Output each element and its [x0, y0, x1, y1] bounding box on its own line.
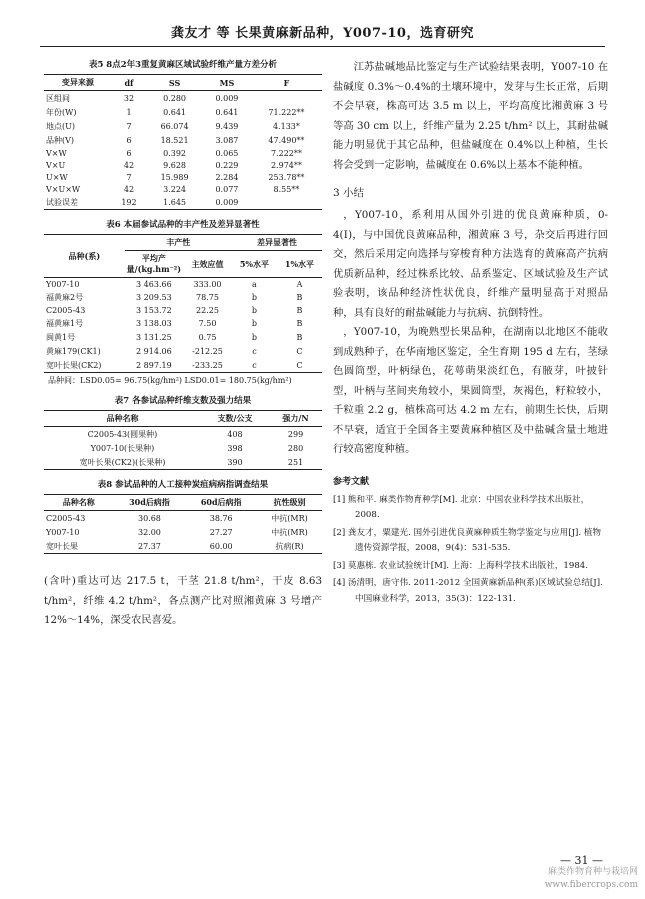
table6-cell: 宽叶长果(CK2) — [46, 360, 102, 370]
table6-cell: 闽黄1号 — [46, 332, 76, 342]
table-row — [44, 316, 322, 330]
reference-item: [3] 莫惠栋. 农业试验统计[M]. 上海：上海科学技术出版社，1984. — [333, 560, 589, 571]
table6-cell: B — [296, 305, 303, 315]
table5-cell: 0.009 — [215, 197, 239, 207]
section-heading-summary: 3 小结 — [333, 187, 365, 199]
table6-cell: 333.00 — [193, 279, 222, 289]
table8-cell: 38.76 — [209, 513, 233, 523]
table5-cell: 品种(V) — [46, 135, 75, 145]
t6-col-effect: 主效应值 — [183, 251, 232, 278]
table8-cell: 27.37 — [137, 541, 161, 551]
table5-cell: 7.222** — [270, 148, 302, 158]
table7-caption: 表7 各参试品种纤维支数及强力结果 — [114, 396, 252, 406]
table5-cell: 6 — [126, 148, 132, 158]
table5-cell: 年份(W) — [46, 107, 77, 117]
table8-header-cell: 30d后病指 — [114, 495, 186, 511]
table7-cell: 宽叶长果(CK2)(长果种) — [79, 457, 166, 467]
table7-cell: C2005-43(圆果种) — [87, 429, 158, 439]
table-row — [44, 358, 322, 373]
table6-cell: 2 897.19 — [136, 360, 172, 370]
table6-cell: b — [251, 305, 257, 315]
table6-note: 品种间：LSD0.05= 96.75(kg/hm²) LSD0.01= 180.75(kg/hm²) — [48, 376, 292, 385]
reference-item: [2] 龚友才，粟建光. 国外引进优良黄麻种质生物学鉴定与应用[J]. 植物遗传资源学报，2008，9(4)：531-535. — [333, 527, 602, 553]
table5-cell: 47.490** — [268, 135, 305, 145]
table5-cell: 42 — [123, 184, 135, 194]
table6-cell: A — [296, 279, 303, 289]
body-para-summary-2: ，Y007-10，为晚熟型长果品种，在湖南以北地区不能收到成熟种子，在华南地区鉴定，全生育期 195 d 左右，茎绿色圆筒型，叶柄绿色，花萼萌果淡红色，有腋芽，叶披针型，叶柄与茎间夹角较小，果圆筒型，灰褐色，籽粒较小，千粒重 2.2 g，植株高可达 4.2 m 左右，前期生长快，后期不早衰，适宜于全国各主要黄麻种植区及中盐碱含量土地进行较高密度种植。 — [333, 326, 608, 455]
table6-cell: -233.25 — [192, 360, 223, 370]
table-row — [44, 105, 322, 119]
t6-group-sig: 差异显著性 — [232, 235, 322, 251]
t6-col-5: 5%水平 — [232, 251, 277, 278]
table5-cell: 1.645 — [163, 197, 187, 207]
table-row — [44, 119, 322, 133]
table5-cell: 6 — [126, 135, 132, 145]
table6-cell: c — [252, 360, 257, 370]
left-column — [44, 58, 322, 631]
table5-cell: 192 — [121, 197, 137, 207]
table5-cell — [251, 195, 322, 210]
table5-cell: 0.065 — [215, 148, 239, 158]
table5-cell: 0.641 — [163, 107, 187, 117]
table-row — [44, 290, 322, 304]
table7-cell: 251 — [287, 457, 304, 467]
table-row — [44, 330, 322, 344]
table6-cell: b — [251, 318, 257, 328]
table5-cell: 0.229 — [215, 160, 239, 170]
table5-cell: 区组间 — [46, 93, 70, 103]
table7-cell: 299 — [287, 429, 304, 439]
table7-cell: 408 — [227, 429, 243, 439]
reference-item: [4] 汤清明，唐守伟. 2011-2012 全国黄麻新品种(系)区域试验总结[J]. 中国麻业科学，2013，35(3)：122-131. — [333, 578, 603, 604]
table5-cell: U×W — [46, 172, 68, 182]
table8-header-cell: 抗性级别 — [257, 495, 322, 511]
table6-cell: 2 914.06 — [136, 346, 172, 356]
table-row — [44, 455, 322, 470]
table5-cell: 42 — [123, 160, 135, 170]
table6-cell: B — [296, 332, 303, 342]
table6-cell: 22.25 — [196, 305, 219, 315]
table6-cell: 0.75 — [198, 332, 217, 342]
table5-cell: V×U×W — [46, 184, 81, 194]
table6-cell: B — [296, 292, 303, 302]
table-row — [44, 525, 322, 539]
table7 — [44, 410, 322, 470]
table5-header-cell: df — [112, 75, 146, 91]
table6-cell: 3 138.03 — [136, 318, 172, 328]
table6-cell: 3 153.72 — [136, 305, 172, 315]
table5-cell: 0.009 — [215, 93, 239, 103]
table6-cell: a — [252, 279, 257, 289]
table6-cell: 黄麻179(CK1) — [46, 346, 101, 356]
table-row — [44, 133, 322, 147]
watermark — [498, 866, 638, 892]
table5-cell: 0.280 — [163, 93, 187, 103]
table-row — [44, 147, 322, 159]
table6-cell: 78.75 — [196, 292, 219, 302]
table6-cell: 福黄麻1号 — [46, 318, 84, 328]
table6-cell: -212.25 — [192, 346, 223, 356]
table6-cell: c — [252, 346, 257, 356]
references-list — [333, 493, 608, 608]
t6-col-1: 1%水平 — [277, 251, 322, 278]
table5-header-cell: 变异来源 — [44, 75, 112, 91]
table5-cell: 0.077 — [215, 184, 239, 194]
table8 — [44, 494, 322, 554]
table5-cell: 9.628 — [163, 160, 187, 170]
table5-cell: 8.55** — [273, 184, 300, 194]
header-rule — [40, 46, 605, 47]
table6-cell: Y007-10 — [46, 279, 80, 289]
t6-col-mean: 平均产量/(kg.hm⁻²) — [125, 251, 183, 278]
table6-caption: 表6 本届参试品种的丰产性及差异显著性 — [106, 220, 260, 230]
table5-cell — [251, 91, 322, 106]
table7-header-cell: 品种名称 — [44, 411, 201, 427]
table-row — [44, 195, 322, 210]
table5-cell: 0.392 — [163, 148, 187, 158]
table5-cell: 地点(U) — [46, 121, 75, 131]
table8-cell: C2005-43 — [46, 513, 86, 523]
references-heading: 参考文献 — [333, 476, 370, 487]
table7-cell: 398 — [227, 443, 243, 453]
table8-cell: 抗病(R) — [275, 541, 304, 551]
table5-cell: 71.222** — [268, 107, 305, 117]
table5 — [44, 74, 322, 210]
reference-item: [1] 熊和平. 麻类作物育种学[M]. 北京：中国农业科学技术出版社，2008. — [333, 494, 590, 520]
table6-cell: C — [296, 360, 303, 370]
table8-cell: 32.00 — [137, 527, 161, 537]
table-row — [44, 183, 322, 195]
table5-cell: 66.074 — [160, 121, 189, 131]
table5-header-cell: MS — [203, 75, 251, 91]
table-row — [44, 304, 322, 316]
table5-cell: 3.224 — [163, 184, 187, 194]
table5-cell: 2.284 — [215, 172, 239, 182]
table8-cell: 30.68 — [137, 513, 161, 523]
table6-cell: 7.50 — [198, 318, 217, 328]
table5-cell: 试验误差 — [46, 197, 78, 207]
table7-cell: 280 — [287, 443, 304, 453]
t6-group-yield: 丰产性 — [125, 235, 232, 251]
table5-cell: V×U — [46, 160, 66, 170]
table7-header-cell: 支数/公支 — [201, 411, 269, 427]
table5-cell: 15.989 — [160, 172, 189, 182]
table8-cell: 宽叶长果 — [46, 541, 78, 551]
table6-cell: 3 209.53 — [136, 292, 172, 302]
table8-cell: Y007-10 — [46, 527, 80, 537]
table-row — [44, 511, 322, 526]
table5-header-cell: SS — [146, 75, 203, 91]
watermark-line-2: www.fibercrops.com — [544, 880, 638, 890]
table6-cell: b — [251, 332, 257, 342]
table5-header-cell: F — [251, 75, 322, 91]
table6-cell: C2005-43 — [46, 305, 86, 315]
table5-cell: 2.974** — [270, 160, 302, 170]
table5-cell: 9.439 — [215, 121, 239, 131]
table5-cell: V×W — [46, 148, 67, 158]
table-row — [44, 344, 322, 358]
table8-cell: 中抗(MR) — [271, 527, 308, 537]
table5-cell: 0.641 — [215, 107, 239, 117]
table-row — [44, 91, 322, 106]
table7-header-cell: 强力/N — [269, 411, 322, 427]
table-row — [44, 171, 322, 183]
table5-cell: 253.78** — [268, 172, 305, 182]
body-para-summary-1: ，Y007-10，系利用从国外引进的优良黄麻种质，0-4(Ⅰ)，与中国优良黄麻品种，湘黄麻 3 号，杂交后再进行回交，然后采用定向选择与穿梭育种方法选育的黄麻高产抗病优质新品种，经过株系比较、品系鉴定、区域试验及生产试验表明，该品种经济性状优良，纤维产量明显高于对照品种，具有良好的耐盐碱能力与抗病、抗倒特性。 — [333, 209, 608, 319]
table5-cell: 3.087 — [215, 135, 239, 145]
table5-cell: 32 — [123, 93, 135, 103]
table8-cell: 60.00 — [209, 541, 233, 551]
watermark-line-1: 麻类作物育种与栽培网 — [547, 867, 638, 877]
table6-cell: 3 463.66 — [136, 279, 172, 289]
body-para-saline: 江苏盐碱地品比鉴定与生产试验结果表明，Y007-10 在盐碱度 0.3%～0.4%的土壤环境中，发芽与生长正常，后期不会早衰，株高可达 3.5 m 以上，平均高度比湘黄麻 3 号等高 30 cm 以上，纤维产量为 2.25 t/hm² 以上，其耐盐碱能力明显优于其它品种，但盐碱度在 0.4%以上种植，生长将会受到一定影响，盐碱度在 0.6%以上基本不能种植。 — [333, 61, 608, 171]
table8-cell: 中抗(MR) — [271, 513, 308, 523]
table8-header-cell: 60d后病指 — [185, 495, 257, 511]
table6-cell: 3 131.25 — [136, 332, 172, 342]
page-number: — 31 — — [560, 854, 603, 867]
table-row — [44, 427, 322, 442]
table8-cell: 27.27 — [209, 527, 233, 537]
table-row — [44, 159, 322, 171]
table6-cell: B — [296, 318, 303, 328]
left-body-text: (含叶)重达可达 217.5 t，干茎 21.8 t/hm²，干皮 8.63 t/hm²，纤维 4.2 t/hm²，各点测产比对照湘黄麻 3 号增产 12%～14%，深受农民喜爱。 — [44, 575, 322, 626]
table5-cell: 4.133* — [272, 121, 300, 131]
table-row — [44, 441, 322, 455]
table5-cell: 1 — [126, 107, 132, 117]
table6 — [44, 234, 322, 373]
table6-cell: b — [251, 292, 257, 302]
table6-cell: 福黄麻2号 — [46, 292, 84, 302]
table7-cell: 390 — [227, 457, 243, 467]
table8-header-cell: 品种名称 — [44, 495, 114, 511]
table-row — [44, 539, 322, 554]
table7-cell: Y007-10(长果种) — [90, 443, 155, 453]
table8-caption: 表8 参试品种的人工接种炭疽病病指调查结果 — [97, 480, 269, 490]
table6-cell: C — [296, 346, 303, 356]
table5-cell: 18.521 — [160, 135, 189, 145]
table5-cell: 7 — [126, 172, 132, 182]
right-column — [333, 58, 608, 609]
t6-col-variety: 品种(系) — [44, 235, 125, 278]
table5-caption: 表5 8点2年3重复黄麻区域试验纤维产量方差分析 — [88, 60, 278, 70]
running-header: 龚友才 等 长果黄麻新品种，Y007-10，选育研究 — [171, 26, 474, 41]
table5-cell: 7 — [126, 121, 132, 131]
table-row — [44, 278, 322, 291]
